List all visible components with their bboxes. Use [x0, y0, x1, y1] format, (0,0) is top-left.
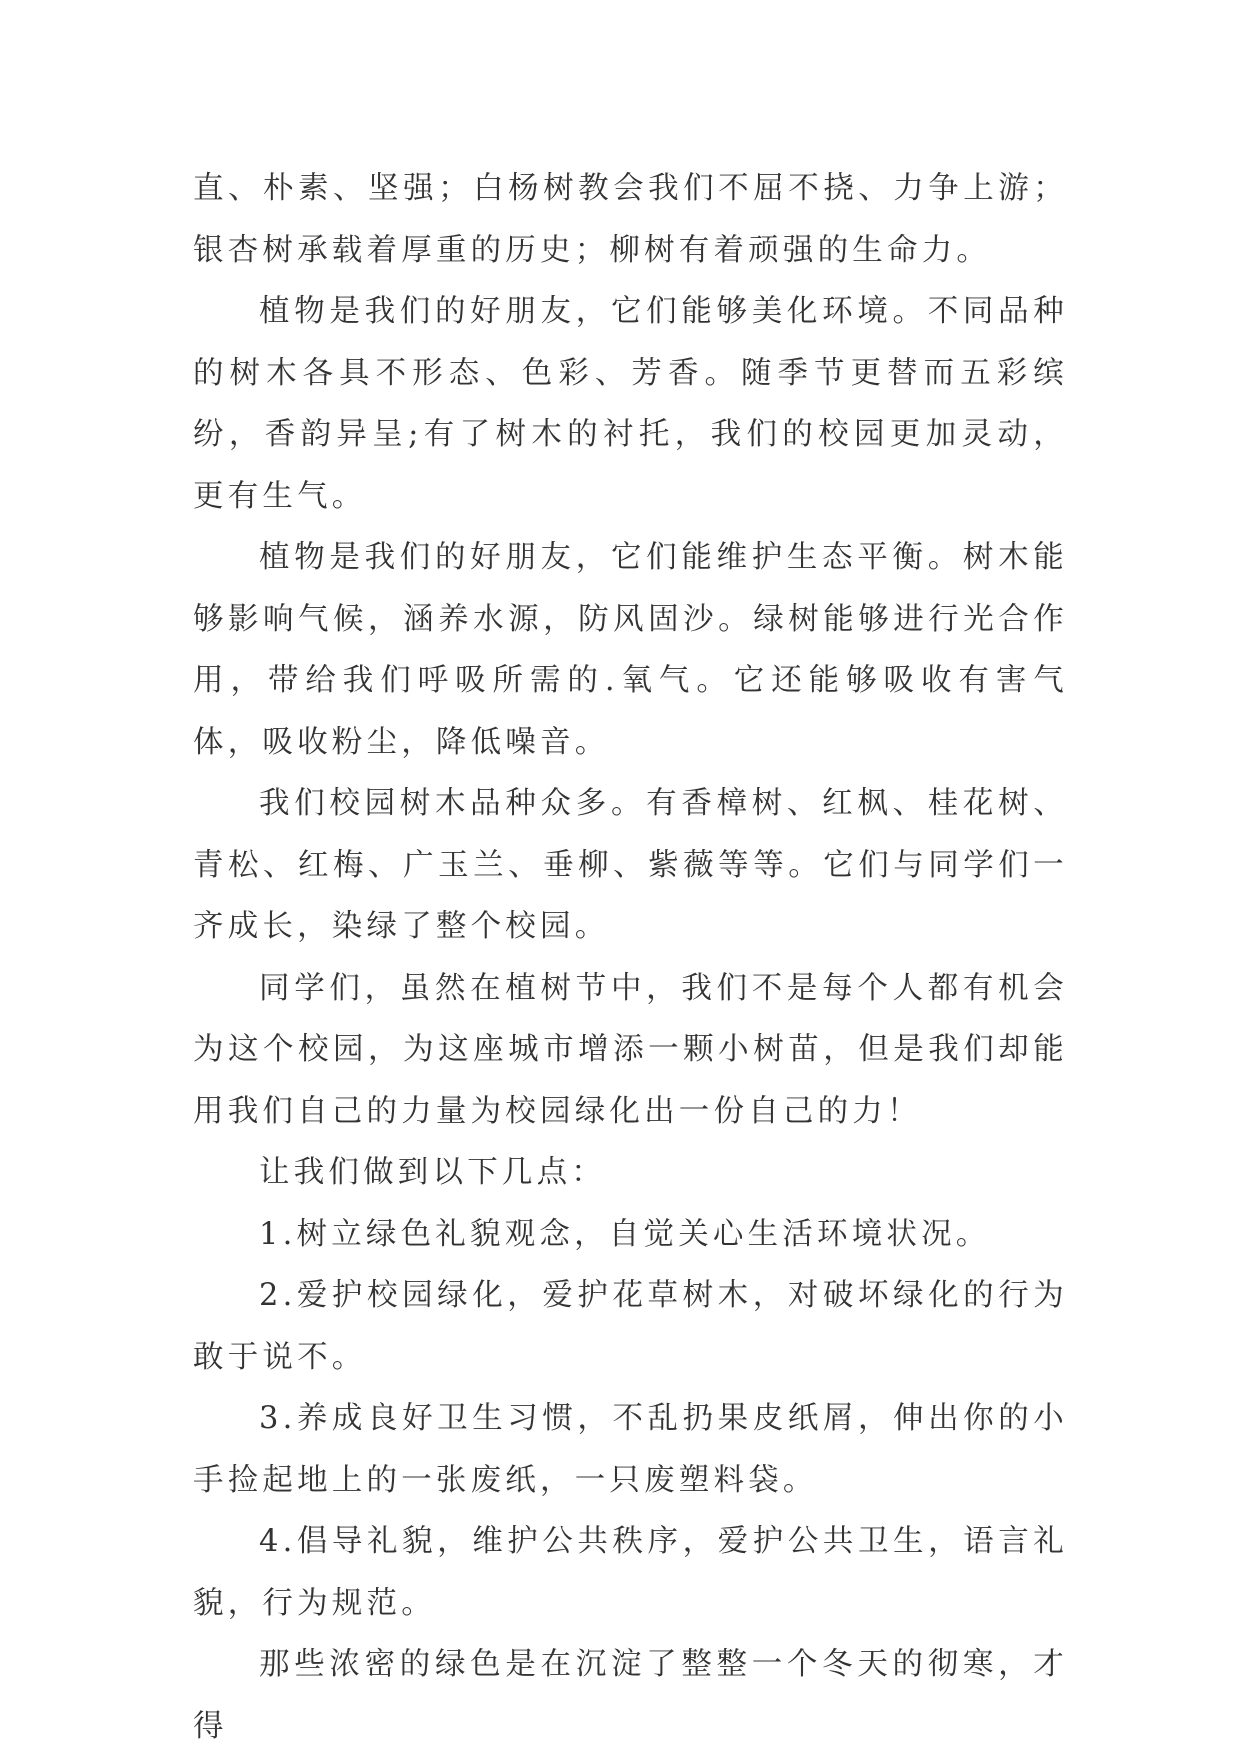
list-item-1: 1.树立绿色礼貌观念，自觉关心生活环境状况。 [259, 1216, 991, 1252]
paragraph-beautify-environment: 植物是我们的好朋友，它们能够美化环境。不同品种的树木各具不形态、色彩、芳香。随季节更替而五彩缤纷，香韵异呈;有了树木的衬托，我们的校园更加灵动，更有生气。 [193, 294, 1068, 514]
document-body [193, 158, 1068, 1757]
list-item-3: 3.养成良好卫生习惯，不乱扔果皮纸屑，伸出你的小手捡起地上的一张废纸，一只废塑料袋。 [193, 1401, 1068, 1498]
paragraph-closing-fragment: 那些浓密的绿色是在沉淀了整整一个冬天的彻寒，才得 [193, 1647, 1068, 1744]
list-item-2: 2.爱护校园绿化，爱护花草树木，对破坏绿化的行为敢于说不。 [193, 1278, 1068, 1375]
paragraph-call-to-students: 同学们，虽然在植树节中，我们不是每个人都有机会为这个校园，为这座城市增添一颗小树苗，但是我们却能用我们自己的力量为校园绿化出一份自己的力！ [193, 970, 1068, 1129]
list-item-4: 4.倡导礼貌，维护公共秩序，爱护公共卫生，语言礼貌，行为规范。 [193, 1524, 1068, 1621]
paragraph-campus-tree-varieties: 我们校园树木品种众多。有香樟树、红枫、桂花树、青松、红梅、广玉兰、垂柳、紫薇等等。它们与同学们一齐成长，染绿了整个校园。 [193, 786, 1068, 944]
paragraph-trees-qualities: 直、朴素、坚强；白杨树教会我们不屈不挠、力争上游；银杏树承载着厚重的历史；柳树有着顽强的生命力。 [193, 171, 1068, 268]
paragraph-list-intro: 让我们做到以下几点： [259, 1155, 606, 1190]
paragraph-ecological-balance: 植物是我们的好朋友，它们能维护生态平衡。树木能够影响气候，涵养水源，防风固沙。绿树能够进行光合作用，带给我们呼吸所需的.氧气。它还能够吸收有害气体，吸收粉尘，降低噪音。 [193, 540, 1068, 760]
